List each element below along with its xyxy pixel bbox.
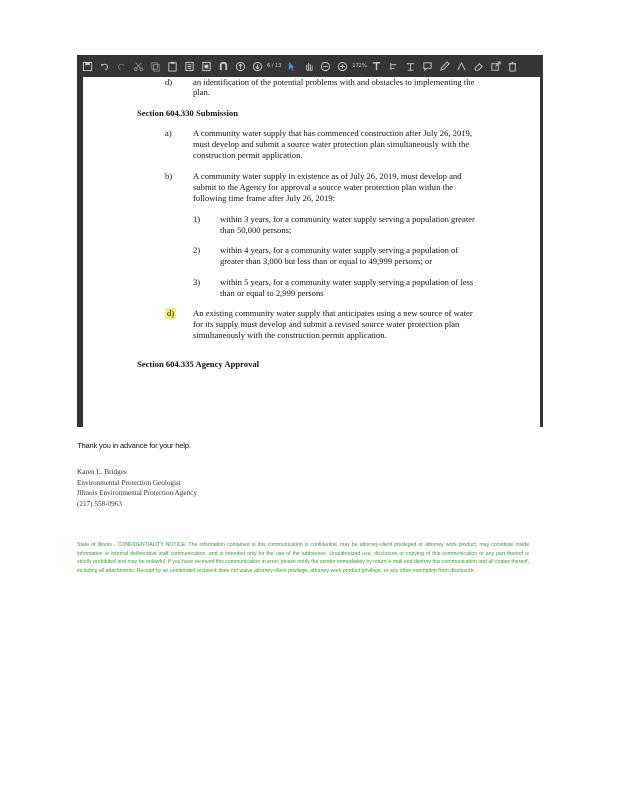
subitem-label: 1): [193, 214, 201, 224]
item-label: a): [165, 128, 172, 138]
subitem-label: 2): [193, 245, 201, 255]
cut-icon[interactable]: [131, 59, 145, 73]
item-label: b): [165, 171, 173, 181]
section-heading-approval: Section 604.335 Agency Approval: [137, 359, 260, 369]
item-text-line: construction permit application.: [193, 150, 303, 160]
item-text-line: following time frame after July 26, 2019:: [193, 193, 336, 203]
zoom-level[interactable]: 172%: [352, 63, 367, 69]
item-text-line: A community water supply that has commenced construction after July 26, 2019,: [193, 128, 472, 138]
signature-title: Environmental Protection Geologist: [77, 478, 181, 487]
thanks-line: Thank you in advance for your help.: [77, 441, 191, 450]
section-heading-submission: Section 604.330 Submission: [137, 108, 238, 118]
pdf-toolbar: [77, 55, 543, 77]
item-text-line: plan.: [193, 87, 210, 97]
page-icon[interactable]: [199, 59, 213, 73]
text-select-icon[interactable]: [370, 59, 384, 73]
save-icon[interactable]: [80, 59, 94, 73]
undo-icon[interactable]: [97, 59, 111, 73]
signature-agency: Illinois Environmental Protection Agency: [77, 489, 197, 497]
zoom-in-icon[interactable]: [335, 59, 349, 73]
signature-name: Karen L. Bridges: [77, 468, 127, 476]
signature-phone: (217) 558-0963: [77, 499, 122, 508]
item-text-line: an identification of the potential problems with and obstacles to implementing the: [193, 77, 475, 87]
pen-icon[interactable]: [438, 59, 452, 73]
paste-icon[interactable]: [165, 59, 179, 73]
subitem-text-line: greater than 3,000 but less than or equal to 49,999 persons; or: [220, 256, 433, 266]
embedded-screenshot: [77, 55, 543, 427]
item-text-line: for its supply must develop and submit a revised source water protection plan: [193, 319, 460, 329]
subitem-label: 3): [193, 277, 201, 287]
subitem-text-line: within 3 years, for a community water supply serving a population greater: [220, 214, 475, 224]
subitem-text-line: within 5 years, for a community water supply serving a population of less: [220, 277, 474, 287]
draw-icon[interactable]: [455, 59, 469, 73]
item-text-line: simultaneously with the construction permit application.: [193, 330, 387, 340]
page-indicator[interactable]: 6 / 13: [267, 63, 282, 69]
item-text-line: must develop and submit a source water protection plan simultaneously with the: [193, 139, 470, 149]
confidentiality-notice: State of Illinois - CONFIDENTIALITY NOTICE: The information contained in this communication is confidential, may be attorney-client privileged or attorney work product, may constitute inside information or internal deliberative staff communication, and is intended only for the use of the addressee. Unauthorized use, disclosure or copying of this communication or any part thereof is strictly prohibited and may be unlawful. If you have received this communication in error, please notify the sender immediately by return e-mail and destroy this communication and all copies thereof, including all attachments. Receipt by an unintended recipient does not waive attorney-client privilege, attorney work product privilege, or any other exemption from disclosure.: [77, 542, 529, 575]
hand-icon[interactable]: [301, 59, 315, 73]
copy-icon[interactable]: [148, 59, 162, 73]
page-up-icon[interactable]: [233, 59, 247, 73]
align-icon[interactable]: [387, 59, 401, 73]
subitem-text-line: within 4 years, for a community water supply serving a population of: [220, 245, 459, 255]
export-icon[interactable]: [489, 59, 503, 73]
zoom-out-icon[interactable]: [318, 59, 332, 73]
page-down-icon[interactable]: [250, 59, 264, 73]
subitem-text-line: than 50,000 persons;: [220, 225, 292, 235]
item-text-line: A community water supply in existence as of July 26, 2019, must develop and: [193, 171, 462, 181]
comment-icon[interactable]: [421, 59, 435, 73]
highlight-icon[interactable]: [404, 59, 418, 73]
page-layout-icon[interactable]: [182, 59, 196, 73]
item-text-line: An existing community water supply that anticipates using a new source of water: [193, 308, 473, 318]
eraser-icon[interactable]: [472, 59, 486, 73]
redo-icon[interactable]: [114, 59, 128, 73]
highlighted-item-label[interactable]: d): [167, 308, 175, 318]
pdf-page: [83, 77, 540, 427]
item-label: d): [165, 77, 173, 87]
subitem-text-line: than or equal to 2,999 persons: [220, 288, 324, 298]
delete-icon[interactable]: [506, 59, 520, 73]
magnet-icon[interactable]: [216, 59, 230, 73]
cursor-icon[interactable]: [284, 59, 298, 73]
item-text-line: submit to the Agency for approval a source water protection plan within the: [193, 182, 454, 192]
